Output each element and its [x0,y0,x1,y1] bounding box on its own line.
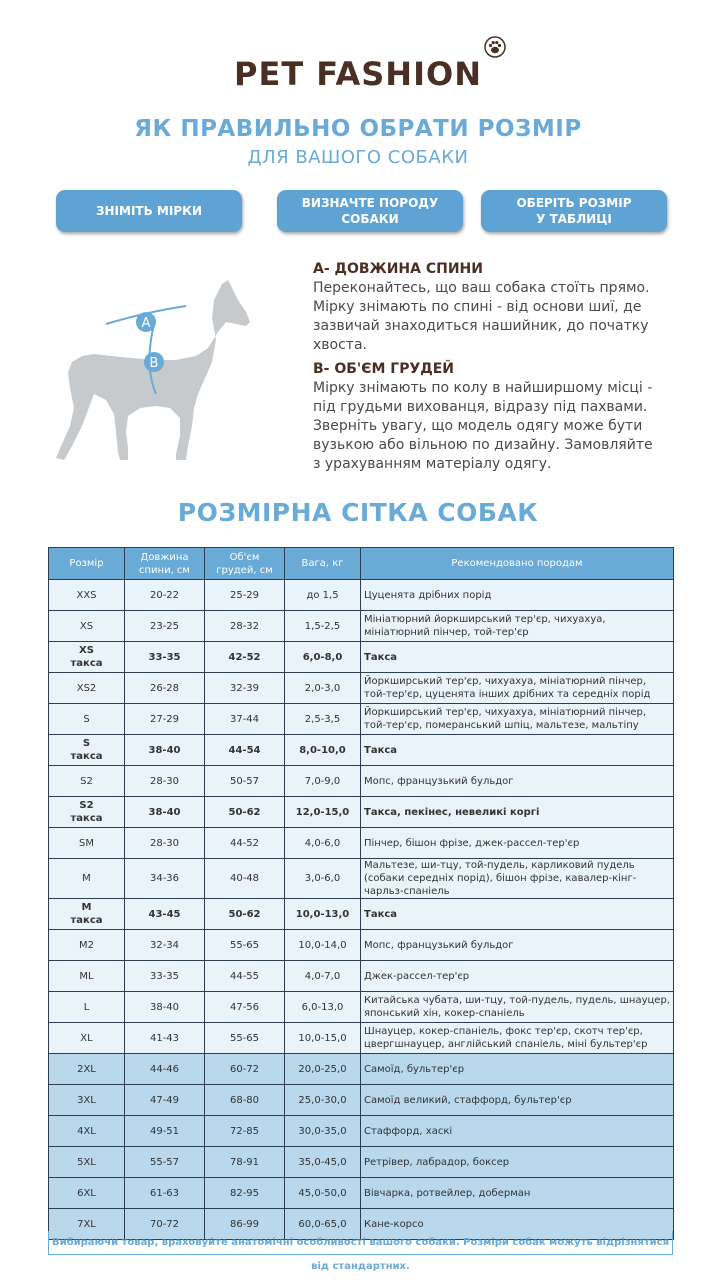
weight-cell: 8,0-10,0 [285,735,361,766]
breeds-cell: Шнауцер, кокер-спаніель, фокс тер'єр, скотч тер'єр, цвергшнауцер, англійський спаніель, міні бультер'єр [361,1023,674,1054]
size-cell: 5XL [49,1147,125,1178]
size-cell: 3XL [49,1085,125,1116]
weight-cell: 3,0-6,0 [285,859,361,899]
size-cell: SM [49,828,125,859]
breeds-cell: Такса [361,899,674,930]
weight-cell: 10,0-15,0 [285,1023,361,1054]
table-row [49,1085,674,1116]
size-cell: ML [49,961,125,992]
table-row [49,642,674,673]
chest-cell: 44-55 [205,961,285,992]
back-length-title: А- ДОВЖИНА СПИНИ [313,261,483,277]
table-row [49,961,674,992]
table-row [49,1054,674,1085]
breeds-cell: Стаффорд, хаскі [361,1116,674,1147]
size-table [48,547,674,1240]
weight-cell: 6,0-8,0 [285,642,361,673]
chest-cell: 42-52 [205,642,285,673]
breeds-cell: Мальтезе, ши-тцу, той-пудель, карликовий пудель (собаки середніх порід), бішон фрізе, кавалер-кінг-чарльз-спаніель [361,859,674,899]
table-row [49,930,674,961]
size-cell: 7XL [49,1209,125,1240]
step-take-measurements: ЗНІМІТЬ МІРКИ [56,190,242,232]
weight-cell: 4,0-7,0 [285,961,361,992]
table-row [49,1178,674,1209]
table-row [49,580,674,611]
back-length-cell: 28-30 [125,828,205,859]
svg-text:B: B [149,356,159,371]
table-row [49,673,674,704]
chest-cell: 50-62 [205,797,285,828]
size-cell: XL [49,1023,125,1054]
table-row [49,766,674,797]
weight-cell: 25,0-30,0 [285,1085,361,1116]
chest-cell: 32-39 [205,673,285,704]
table-row [49,1023,674,1054]
weight-cell: 10,0-13,0 [285,899,361,930]
size-cell: XS2 [49,673,125,704]
brand-logo: PET FASHION [234,55,482,93]
weight-cell: 45,0-50,0 [285,1178,361,1209]
chest-cell: 44-54 [205,735,285,766]
step-choose-size: ОБЕРІТЬ РОЗМІР У ТАБЛИЦІ [481,190,667,232]
size-cell: 6XL [49,1178,125,1209]
back-length-cell: 55-57 [125,1147,205,1178]
back-length-cell: 34-36 [125,859,205,899]
back-length-cell: 23-25 [125,611,205,642]
weight-cell: 6,0-13,0 [285,992,361,1023]
chest-cell: 50-57 [205,766,285,797]
size-cell: 4XL [49,1116,125,1147]
chest-text: Мірку знімають по колу в найширшому місці - під грудьми вихованця, відразу під пахвами. Зверніть увагу, що модель одягу може бути вузькою або вільною по дизайну. Замовляйте з урахуванням матеріалу одягу. [313,380,653,472]
weight-cell: 60,0-65,0 [285,1209,361,1240]
chest-cell: 78-91 [205,1147,285,1178]
dog-measurement-diagram [46,276,256,462]
chest-title: В- ОБ'ЄМ ГРУДЕЙ [313,361,455,377]
weight-cell: 30,0-35,0 [285,1116,361,1147]
weight-cell: 2,5-3,5 [285,704,361,735]
back-length-cell: 43-45 [125,899,205,930]
chest-cell: 72-85 [205,1116,285,1147]
back-length-cell: 38-40 [125,797,205,828]
back-length-text: Переконайтесь, що ваш собака стоїть прямо. Мірку знімають по спині - від основи шиї, де зазвичай знаходиться нашийник, до початку хвоста. [313,280,650,353]
chest-cell: 28-32 [205,611,285,642]
back-length-cell: 44-46 [125,1054,205,1085]
size-cell: XXS [49,580,125,611]
back-length-cell: 38-40 [125,992,205,1023]
measurement-instructions [313,260,663,479]
size-cell: XS [49,611,125,642]
chest-cell: 47-56 [205,992,285,1023]
table-row [49,797,674,828]
back-length-cell: 49-51 [125,1116,205,1147]
size-cell: L [49,992,125,1023]
step-determine-breed: ВИЗНАЧТЕ ПОРОДУ СОБАКИ [277,190,463,232]
size-cell: S такса [49,735,125,766]
breeds-cell: Мініатюрний йоркширський тер'єр, чихуахуа, мініатюрний пінчер, той-тер'єр [361,611,674,642]
chest-cell: 60-72 [205,1054,285,1085]
size-cell: S2 такса [49,797,125,828]
chest-cell: 44-52 [205,828,285,859]
weight-cell: 35,0-45,0 [285,1147,361,1178]
weight-cell: 4,0-6,0 [285,828,361,859]
breeds-cell: Цуценята дрібних порід [361,580,674,611]
chest-cell: 37-44 [205,704,285,735]
table-row [49,611,674,642]
size-cell: M такса [49,899,125,930]
chest-cell: 86-99 [205,1209,285,1240]
chest-cell: 68-80 [205,1085,285,1116]
page-title: ЯК ПРАВИЛЬНО ОБРАТИ РОЗМІР [134,116,582,142]
breeds-cell: Пінчер, бішон фрізе, джек-рассел-тер'єр [361,828,674,859]
size-cell: S2 [49,766,125,797]
back-length-cell: 20-22 [125,580,205,611]
chest-cell: 25-29 [205,580,285,611]
back-length-cell: 33-35 [125,961,205,992]
table-row [49,735,674,766]
back-length-cell: 33-35 [125,642,205,673]
footer-note: Вибираючи товар, враховуйте анатомічні особливості вашого собаки. Розміри собак можуть відрізнятися від стандартних. [48,1231,673,1255]
table-row [49,859,674,899]
weight-cell: до 1,5 [285,580,361,611]
table-row [49,828,674,859]
back-length-cell: 26-28 [125,673,205,704]
breeds-cell: Самоїд, бультер'єр [361,1054,674,1085]
col-chest: Об'єм грудей, см [205,548,285,580]
breeds-cell: Джек-рассел-тер'єр [361,961,674,992]
col-back-length: Довжина спини, см [125,548,205,580]
size-cell: M [49,859,125,899]
size-grid-title: РОЗМІРНА СІТКА СОБАК [177,498,539,527]
table-row [49,1116,674,1147]
breeds-cell: Мопс, французький бульдог [361,930,674,961]
back-length-cell: 32-34 [125,930,205,961]
breeds-cell: Самоїд великий, стаффорд, бультер'єр [361,1085,674,1116]
weight-cell: 10,0-14,0 [285,930,361,961]
weight-cell: 7,0-9,0 [285,766,361,797]
size-cell: 2XL [49,1054,125,1085]
back-length-cell: 61-63 [125,1178,205,1209]
breeds-cell: Такса [361,642,674,673]
chest-cell: 55-65 [205,930,285,961]
paw-icon [484,36,506,58]
back-length-cell: 47-49 [125,1085,205,1116]
weight-cell: 12,0-15,0 [285,797,361,828]
size-cell: M2 [49,930,125,961]
breeds-cell: Кане-корсо [361,1209,674,1240]
table-row [49,704,674,735]
svg-text:A: A [141,316,151,331]
col-size: Розмір [49,548,125,580]
breeds-cell: Вівчарка, ротвейлер, доберман [361,1178,674,1209]
back-length-cell: 70-72 [125,1209,205,1240]
size-cell: S [49,704,125,735]
page-subtitle: ДЛЯ ВАШОГО СОБАКИ [247,147,469,168]
back-length-cell: 41-43 [125,1023,205,1054]
back-length-cell: 27-29 [125,704,205,735]
weight-cell: 20,0-25,0 [285,1054,361,1085]
breeds-cell: Такса, пекінес, невеликі коргі [361,797,674,828]
table-header-row [49,548,674,580]
chest-cell: 82-95 [205,1178,285,1209]
col-weight: Вага, кг [285,548,361,580]
table-row [49,992,674,1023]
breeds-cell: Ретрівер, лабрадор, боксер [361,1147,674,1178]
breeds-cell: Китайська чубата, ши-тцу, той-пудель, пудель, шнауцер, японський хін, кокер-спаніель [361,992,674,1023]
size-cell: XS такса [49,642,125,673]
chest-cell: 55-65 [205,1023,285,1054]
weight-cell: 1,5-2,5 [285,611,361,642]
table-row [49,1147,674,1178]
back-length-cell: 38-40 [125,735,205,766]
chest-cell: 50-62 [205,899,285,930]
breeds-cell: Мопс, французький бульдог [361,766,674,797]
breeds-cell: Йоркширський тер'єр, чихуахуа, мініатюрний пінчер, той-тер'єр, померанський шпіц, мальтезе, мальтіпу [361,704,674,735]
table-row [49,899,674,930]
col-breeds: Рекомендовано породам [361,548,674,580]
back-length-cell: 28-30 [125,766,205,797]
weight-cell: 2,0-3,0 [285,673,361,704]
breeds-cell: Такса [361,735,674,766]
breeds-cell: Йоркширський тер'єр, чихуахуа, мініатюрний пінчер, той-тер'єр, цуценята інших дрібних та середніх порід [361,673,674,704]
chest-cell: 40-48 [205,859,285,899]
